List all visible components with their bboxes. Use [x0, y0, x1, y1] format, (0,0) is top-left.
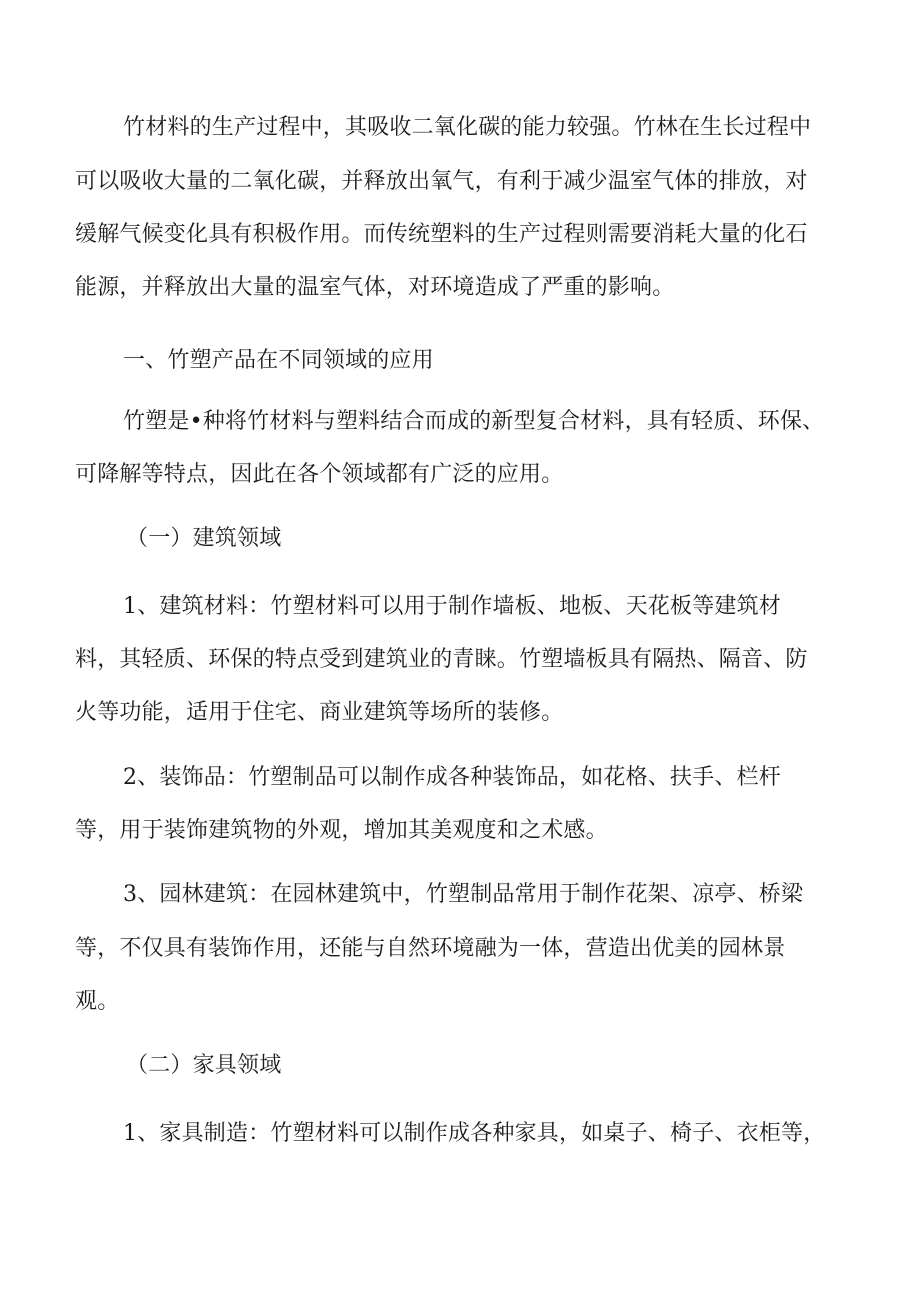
paragraph-line: 可降解等特点，因此在各个领域都有广泛的应用。 — [75, 462, 564, 487]
paragraph-line: 等，不仅具有装饰作用，还能与自然环境融为一体，营造出优美的园林景 — [75, 936, 786, 961]
subsection-heading: （一）建筑领域 — [126, 526, 282, 551]
paragraph-line: 观。 — [75, 989, 120, 1014]
paragraph-line: 竹材料的生产过程中，其吸收二氧化碳的能力较强。竹林在生长过程中 — [123, 115, 812, 140]
paragraph-line: 可以吸收大量的二氧化碳，并释放出氧气，有利于减少温室气体的排放，对 — [75, 169, 808, 194]
paragraph-line: 2、装饰品：竹塑制品可以制作成各种装饰品，如花格、扶手、栏杆 — [123, 765, 781, 790]
paragraph-line: 料，其轻质、环保的特点受到建筑业的青睐。竹塑墙板具有隔热、隔音、防 — [75, 647, 808, 672]
paragraph-line: 等，用于装饰建筑物的外观，增加其美观度和之术感。 — [75, 818, 608, 843]
paragraph-line: 1、建筑材料：竹塑材料可以用于制作墙板、地板、天花板等建筑材 — [123, 594, 781, 619]
paragraph-line: 竹塑是•种将竹材料与塑料结合而成的新型复合材料，具有轻质、环保、 — [123, 409, 825, 434]
section-heading: 一、竹塑产品在不同领域的应用 — [123, 348, 434, 373]
paragraph-line: 火等功能，适用于住宅、商业建筑等场所的装修。 — [75, 700, 564, 725]
paragraph-line: 缓解气候变化具有积极作用。而传统塑料的生产过程则需要消耗大量的化石 — [75, 222, 808, 247]
paragraph-line: 3、园林建筑：在园林建筑中，竹塑制品常用于制作花架、凉亭、桥梁 — [123, 882, 804, 907]
paragraph-line: 1、家具制造：竹塑材料可以制作成各种家具，如桌子、椅子、衣柜等， — [123, 1121, 826, 1146]
paragraph-line: 能源，并释放出大量的温室气体，对环境造成了严重的影响。 — [75, 275, 675, 300]
subsection-heading: （二）家具领域 — [126, 1053, 282, 1078]
